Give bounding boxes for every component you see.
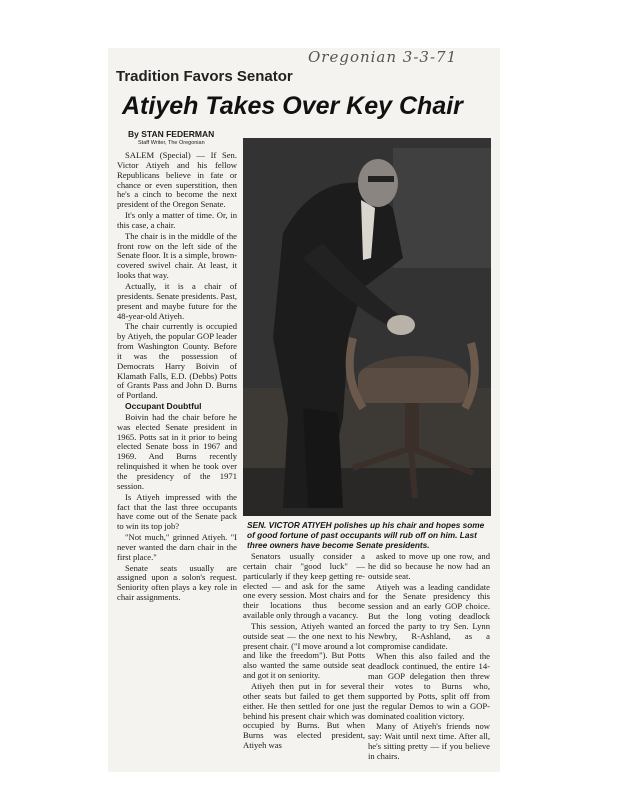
senator-chair-photo [243, 138, 491, 516]
article-column-1 [117, 151, 237, 604]
paragraph: This session, Atiyeh wanted an outside seat — the one next to his present chair. ("I move around a lot and like the freedom"). But Potts also wanted the same outside seat and got it on seniority. [243, 620, 365, 681]
paragraph: Is Atiyeh impressed with the fact that the last three occupants have come out of the Senate pack to win its top job? [117, 491, 237, 532]
article-column-2 [243, 552, 365, 752]
paragraph: Boivin had the chair before he was elected Senate president in 1965. Potts sat in it prior to being elected Senate boss in 1967 and 1969. And Burns recently relinquished it when he took over the presidency of the 1971 session. [117, 411, 237, 491]
paragraph: It's only a matter of time. Or, in this case, a chair. [117, 210, 237, 230]
paragraph: The chair currently is occupied by Atiyeh, the popular GOP leader from Washington County. Before it was the possession of Democrats Harry Boivin of Klamath Falls, E.D. (Debbs) Potts of Grants Pass and John D. Burns of Portland. [117, 321, 237, 401]
paragraph: "Not much," grinned Atiyeh. "I never wanted the darn chair in the first place." [117, 532, 237, 562]
paragraph: The chair is in the middle of the front row on the left side of the Senate floor. It is a simple, brown-covered swivel chair. At least, it looks that way. [117, 230, 237, 281]
paragraph: When this also failed and the deadlock continued, the entire 14-man GOP delegation then threw their votes to Burns who, supported by Potts, split off from the regular Demos to win a GOP-dominated coalition victory. [368, 651, 490, 721]
caption-name: SEN. VICTOR ATIYEH [247, 520, 332, 530]
paragraph: Senators usually consider a certain chair "good luck" — particularly if they keep getting re-elected — and ask for the same one every session. Most chairs and their locations thus become available only through a vacancy. [243, 551, 365, 621]
staff-line: Staff Writer, The Oregonian [138, 140, 205, 146]
article-column-3 [368, 552, 490, 763]
paragraph: Many of Atiyeh's friends now say: Wait until next time. After all, he's sitting pretty — if you believe in chairs. [368, 721, 490, 761]
paragraph: Atiyeh then put in for several other seats but failed to get them either. He then settled for one just behind his present chair which was occupied by Burns. But when Burns was elected president, Atiyeh was [243, 680, 365, 751]
handwritten-date-note: Oregonian 3-3-71 [308, 48, 458, 66]
main-headline: Atiyeh Takes Over Key Chair [122, 92, 463, 120]
subheading: Occupant Doubtful [125, 401, 202, 412]
paragraph: Atiyeh was a leading candidate for the Senate presidency this session and an early GOP choice. But the long voting deadlock forced the party to try Sen. Lynn Newbry, R-Ashland, as a compromise candidate. [368, 581, 490, 651]
paragraph: SALEM (Special) — If Sen. Victor Atiyeh and his fellow Republicans believe in fate or chance or even superstition, then he's a cinch to become the next president of the Oregon Senate. [117, 150, 237, 210]
paragraph: Senate seats usually are assigned upon a solon's request. Seniority often plays a key role in chair assignments. [117, 562, 237, 603]
caption-text: polishes up his chair and hopes some of good fortune of past occupants will rub off on him. Last three owners have become Senate presidents. [247, 520, 485, 550]
paragraph: asked to move up one row, and he did so because he now had an outside seat. [368, 551, 490, 581]
byline: By STAN FEDERMAN [128, 129, 215, 139]
kicker-headline: Tradition Favors Senator [116, 68, 293, 85]
paragraph: Actually, it is a chair of presidents. Senate presidents. Past, present and maybe future for the 48-year-old Atiyeh. [117, 280, 237, 321]
photo-caption [247, 520, 491, 550]
photo-illustration [243, 138, 491, 516]
